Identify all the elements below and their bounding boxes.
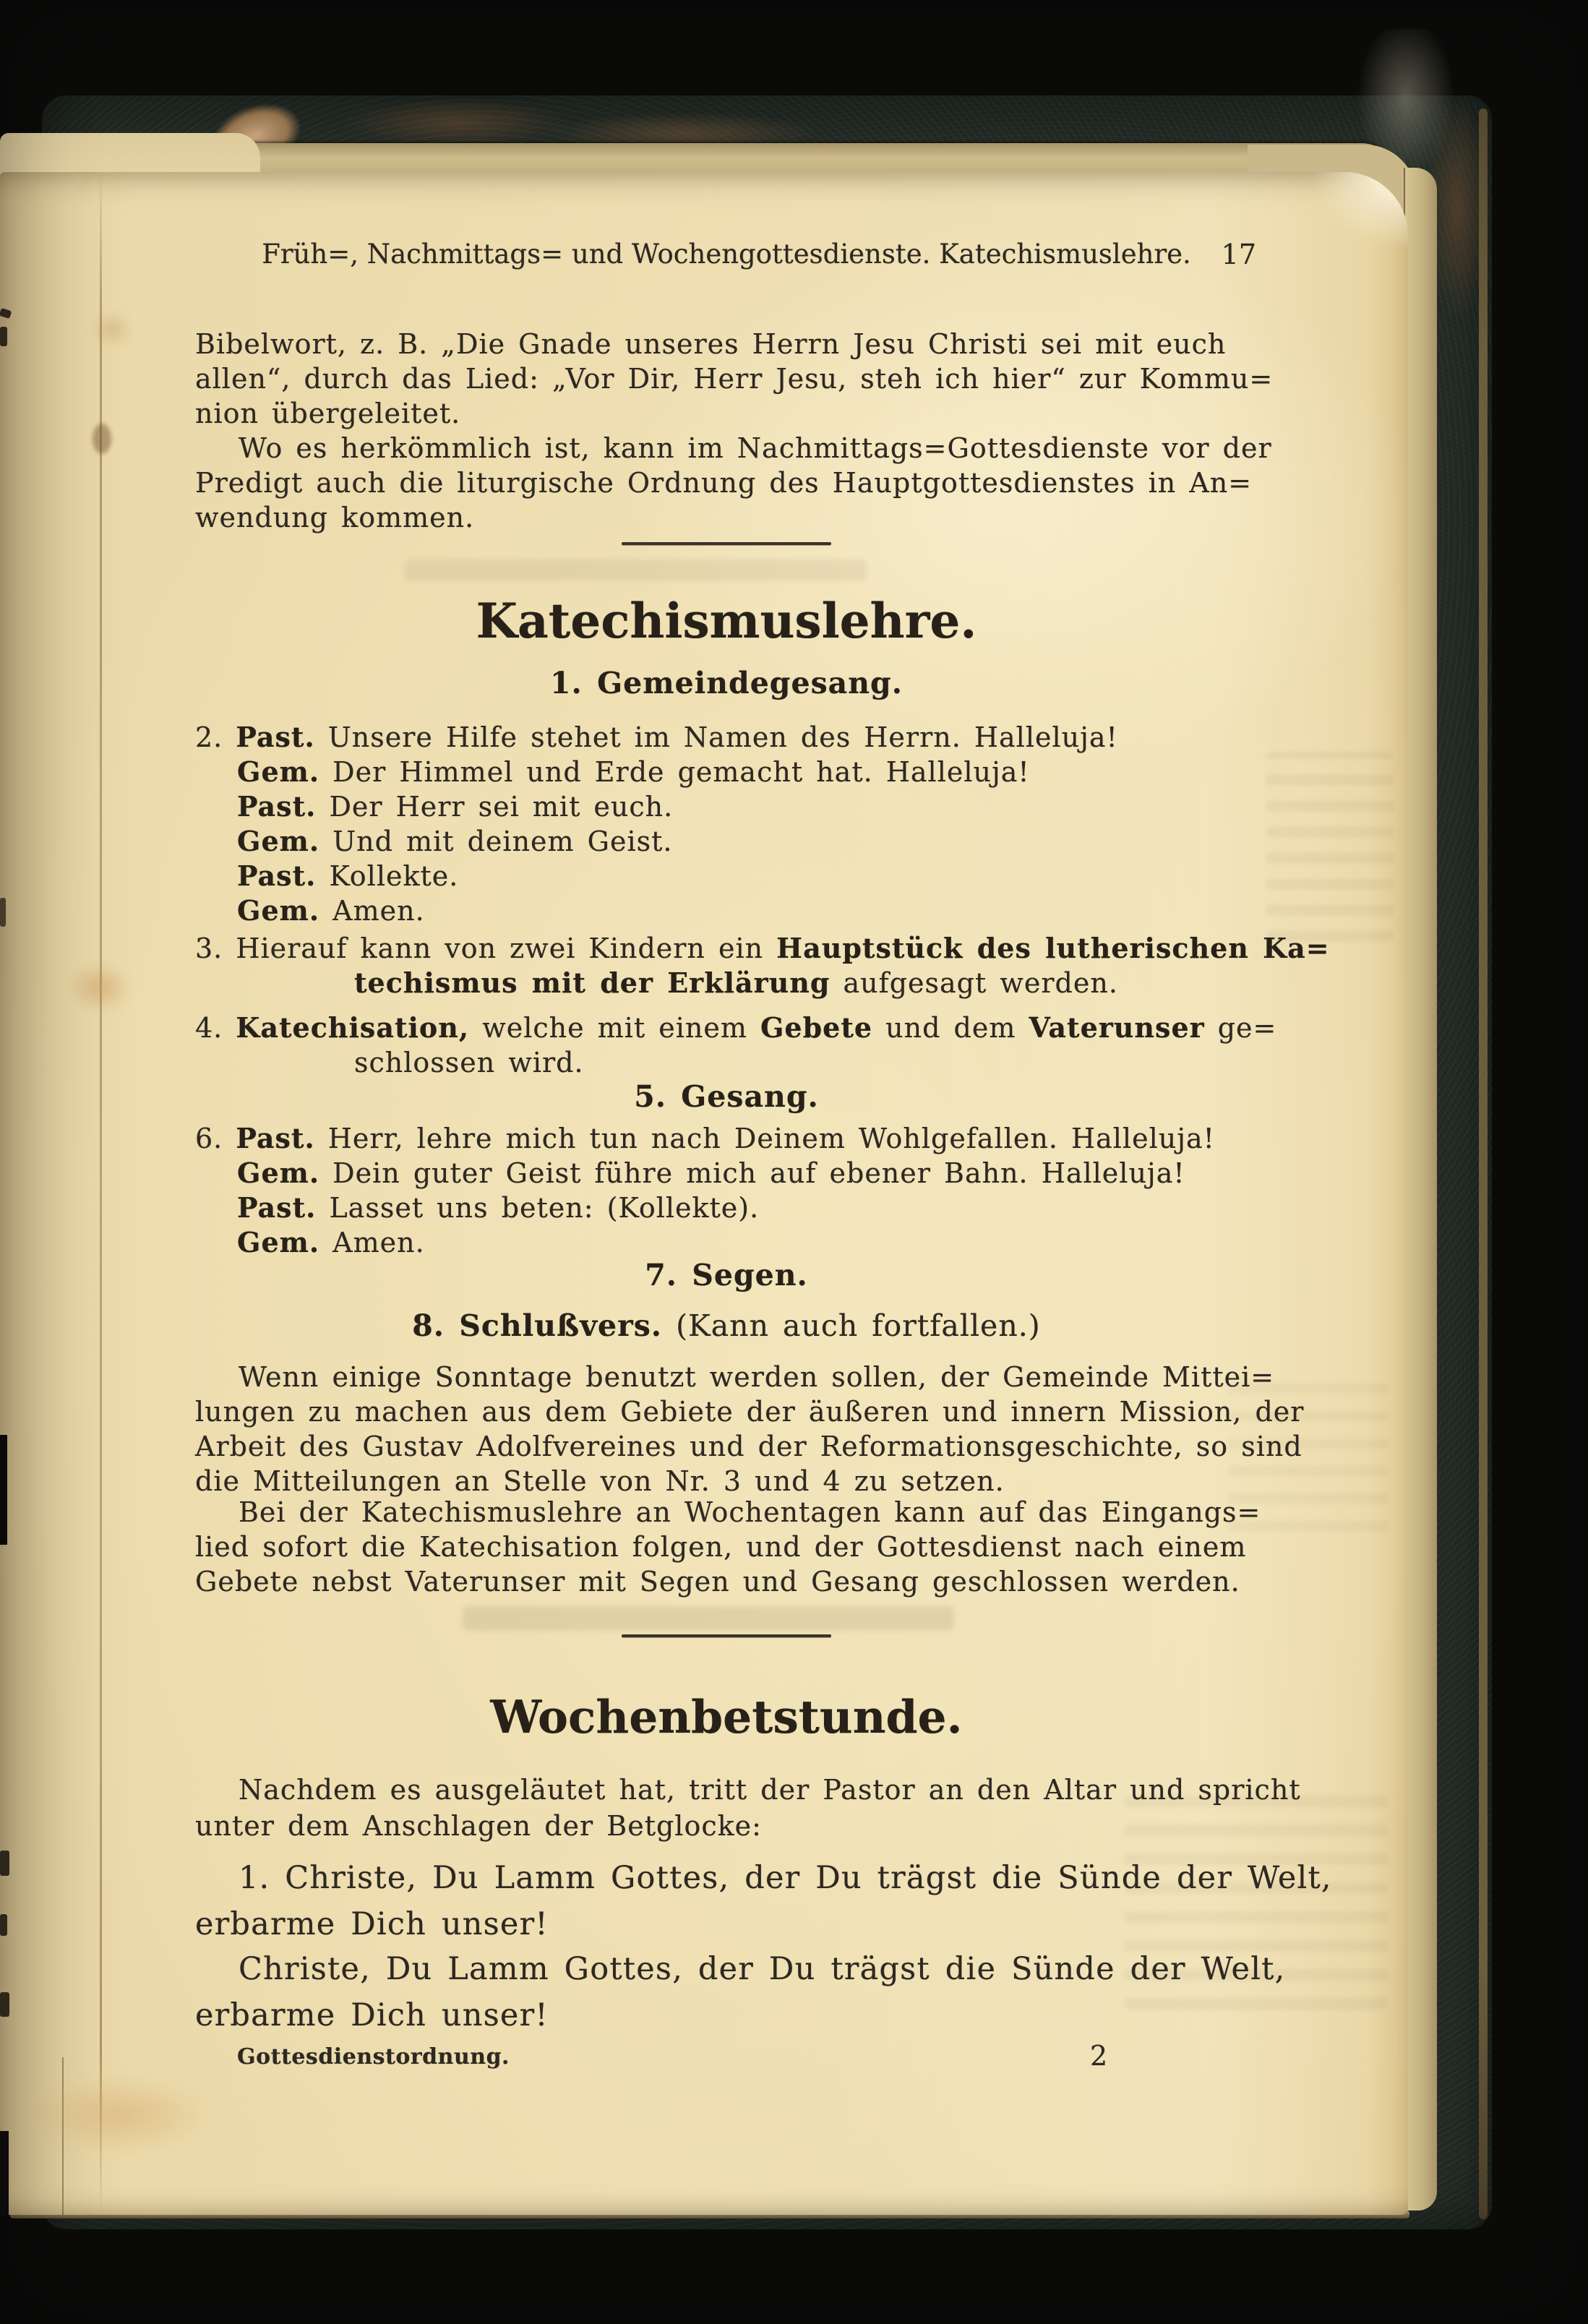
section-subhead-9 (195, 1259, 1258, 1292)
text-line (195, 859, 1258, 893)
section-body50-15 (195, 1772, 1301, 1844)
section-list-4 (195, 720, 1258, 928)
plain-text: Nachdem es ausgeläutet hat, tritt der Pastor an den Altar und spricht (239, 1774, 1301, 1806)
text-line (195, 1259, 1258, 1292)
emphasis-text: 1. Gemeindegesang. (550, 666, 903, 700)
text-line (195, 789, 1258, 824)
text-line (195, 1808, 1258, 1844)
emphasis-text: Past. (236, 1122, 315, 1154)
plain-text: 1. Christe, Du Lamm Gottes, der Du trägst die Sünde der Welt, (239, 1860, 1332, 1896)
plain-text: 2. (195, 721, 236, 753)
plain-text: Christe, Du Lamm Gottes, der Du trägst die Sünde der Welt, (239, 1951, 1286, 1987)
plain-text: 3. Hierauf kann von zwei Kindern ein (195, 932, 777, 964)
text-line (195, 1946, 1286, 1992)
emphasis-text: Gem. (237, 825, 320, 857)
emphasis-text: Katechisation, (236, 1011, 470, 1044)
plain-text: Predigt auch die liturgische Ordnung des Hauptgottesdienstes in An= (195, 467, 1253, 499)
plain-text: 4. (195, 1012, 236, 1044)
section-body-0 (195, 327, 1274, 535)
plain-text: nion übergeleitet. (195, 398, 461, 429)
text-line (195, 1992, 1258, 2038)
text-line (195, 1855, 1332, 1901)
section-body-12 (195, 1495, 1261, 1599)
emphasis-text: Gem. (237, 894, 320, 927)
text-line (195, 1772, 1301, 1808)
plain-text: unter dem Anschlagen der Betglocke: (195, 1810, 762, 1842)
emphasis-text: 7. Segen. (645, 1258, 808, 1292)
text-line (195, 1309, 1258, 1342)
running-head-page-number: 17 (1221, 239, 1256, 270)
plain-text: ge= (1204, 1012, 1277, 1044)
section-body-11 (195, 1360, 1305, 1498)
plain-text: welche mit einem (469, 1012, 760, 1044)
plain-text: Unsere Hilfe stehet im Namen des Herrn. Halleluja! (314, 721, 1118, 753)
emphasis-text: Gem. (237, 755, 320, 788)
text-line (195, 1464, 1258, 1498)
emphasis-text: 5. Gesang. (634, 1079, 819, 1114)
plain-text: lungen zu machen aus dem Gebiete der äußeren und innern Mission, der (195, 1396, 1305, 1428)
text-line (195, 1564, 1258, 1599)
plain-text: Herr, lehre mich tun nach Deinem Wohlgefallen. Halleluja! (314, 1123, 1215, 1154)
text-line (195, 1225, 1258, 1260)
section-list-6 (195, 1011, 1277, 1080)
text-line (195, 1394, 1305, 1429)
plain-text: aufgesagt werden. (830, 967, 1118, 999)
plain-text: Wenn einige Sonntage benutzt werden sollen, der Gemeinde Mittei= (239, 1361, 1275, 1393)
plain-text: Bei der Katechismuslehre an Wochentagen kann auf das Eingangs= (239, 1496, 1261, 1528)
plain-text: Der Herr sei mit euch. (316, 791, 674, 823)
text-line (195, 1901, 1258, 1947)
section-divider-rule (622, 542, 831, 545)
section-h1-2: Katechismuslehre. (476, 593, 977, 649)
section-divider-13 (195, 1634, 1258, 1637)
section-subhead-3 (195, 666, 1258, 700)
plain-text: die Mitteilungen an Stelle von Nr. 3 und 4 zu setzen. (195, 1465, 1005, 1497)
plain-text: Arbeit des Gustav Adolfvereines und der Reformationsgeschichte, so sind (195, 1431, 1302, 1462)
text-line (195, 431, 1272, 466)
emphasis-text: Vaterunser (1029, 1011, 1205, 1044)
text-line (195, 720, 1258, 755)
text-line (195, 966, 1258, 1000)
text-line (195, 361, 1274, 396)
text-line (195, 1080, 1258, 1113)
emphasis-text: Gem. (237, 1226, 320, 1259)
section-body-lg-16 (195, 1855, 1332, 1947)
text-line (195, 931, 1330, 966)
text-line (195, 1045, 1258, 1080)
running-head-title: Früh=, Nachmittags= und Wochengottesdienste. Katechismuslehre. (262, 239, 1191, 270)
text-line (195, 1429, 1302, 1464)
text-line (195, 1011, 1277, 1045)
emphasis-text: 8. Schlußvers. (412, 1308, 663, 1343)
section-list-8 (195, 1121, 1258, 1260)
section-h2-14: Wochenbetstunde. (490, 1690, 963, 1744)
plain-text: Kollekte. (316, 860, 459, 892)
page-footer (195, 2040, 1258, 2076)
footer-signature-title: Gottesdienstordnung. (237, 2044, 510, 2070)
section-body-lg-17 (195, 1946, 1286, 2038)
plain-text: erbarme Dich unser! (195, 1997, 549, 2033)
text-line (195, 396, 1258, 431)
text-line (195, 666, 1258, 700)
text-line (195, 824, 1258, 859)
emphasis-text: Hauptstück des lutherischen Ka= (776, 932, 1330, 964)
emphasis-text: Past. (237, 859, 317, 892)
plain-text: Amen. (319, 895, 425, 927)
text-line (195, 1191, 1258, 1225)
text-line (195, 893, 1258, 928)
plain-text: Lasset uns beten: (Kollekte). (316, 1192, 760, 1224)
plain-text: 6. (195, 1123, 236, 1154)
text-line (195, 1360, 1275, 1394)
text-line (195, 755, 1258, 789)
plain-text: (Kann auch fortfallen.) (662, 1308, 1041, 1343)
plain-text: Amen. (319, 1227, 425, 1259)
plain-text: allen“, durch das Lied: „Vor Dir, Herr Jesu, steh ich hier“ zur Kommu= (195, 363, 1274, 395)
plain-text: und dem (872, 1012, 1029, 1044)
text-line (195, 466, 1258, 500)
text-line (195, 1156, 1258, 1191)
plain-text: lied sofort die Katechisation folgen, und der Gottesdienst nach einem (195, 1531, 1247, 1563)
plain-text: Wo es herkömmlich ist, kann im Nachmittags=Gottesdienste vor der (239, 432, 1272, 464)
section-list-5 (195, 931, 1330, 1000)
text-line (195, 327, 1258, 361)
section-subhead-10 (195, 1309, 1258, 1342)
plain-text: Und mit deinem Geist. (319, 826, 673, 857)
text-line (195, 500, 1258, 535)
section-subhead-7 (195, 1080, 1258, 1113)
footer-sheet-number: 2 (1090, 2040, 1108, 2072)
emphasis-text: Gebete (760, 1011, 873, 1044)
emphasis-text: Past. (237, 790, 317, 823)
plain-text: Bibelwort, z. B. „Die Gnade unseres Herrn Jesu Christi sei mit euch (195, 328, 1227, 360)
plain-text: Der Himmel und Erde gemacht hat. Halleluja! (319, 756, 1030, 788)
text-line (195, 1530, 1258, 1564)
plain-text: Gebete nebst Vaterunser mit Segen und Gesang geschlossen werden. (195, 1566, 1240, 1598)
text-line (195, 1495, 1261, 1530)
plain-text: erbarme Dich unser! (195, 1906, 549, 1942)
emphasis-text: techismus mit der Erklärung (354, 966, 831, 999)
text-line (195, 1121, 1258, 1156)
emphasis-text: Past. (236, 721, 315, 753)
plain-text: wendung kommen. (195, 502, 475, 533)
emphasis-text: Gem. (237, 1157, 320, 1189)
section-divider-1 (195, 542, 1258, 545)
plain-text: Dein guter Geist führe mich auf ebener Bahn. Halleluja! (319, 1157, 1185, 1189)
plain-text: schlossen wird. (354, 1047, 584, 1079)
section-divider-rule (622, 1634, 831, 1637)
emphasis-text: Past. (237, 1191, 317, 1224)
running-head (195, 239, 1258, 270)
